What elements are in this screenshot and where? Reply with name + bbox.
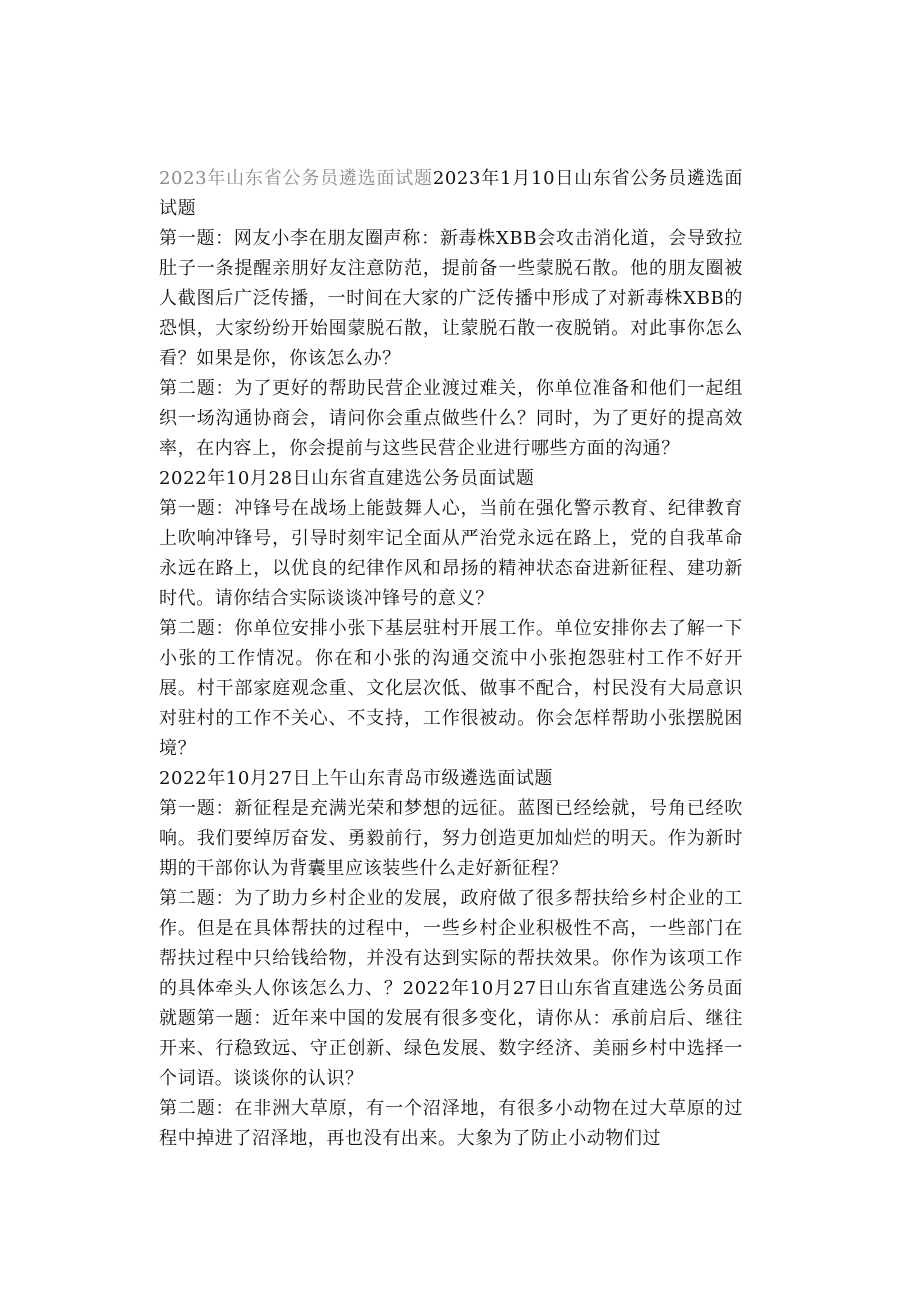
paragraph-4: 第二题：你单位安排小张下基层驻村开展工作。单位安排你去了解一下小张的工作情况。你在和小张的沟通交流中小张抱怨驻村工作不好开展。村干部家庭观念重、文化层次低、做事不配合，村民没有大局意识对驻村的工作不关心、不支持，工作很被动。你会怎样帮助小张摆脱困境？ bbox=[159, 618, 743, 759]
document-title-rest: 2023年1月10日山东省公务员遴选面试题 bbox=[159, 168, 743, 219]
paragraph-2: 第二题：为了更好的帮助民营企业渡过难关，你单位准备和他们一起组织一场沟通协商会，请问你会重点做些什么？同时，为了更好的提高效率，在内容上，你会提前与这些民营企业进行哪些方面的沟通？ bbox=[159, 378, 743, 459]
document-title-muted: 2023年山东省公务员遴选面试题 bbox=[159, 168, 433, 189]
paragraph-3: 第一题：冲锋号在战场上能鼓舞人心，当前在强化警示教育、纪律教育上吹响冲锋号，引导时刻牢记全面从严治党永远在路上，党的自我革命永远在路上，以优良的纪律作风和昂扬的精神状态奋进新征程、建功新时代。请你结合实际谈谈冲锋号的意义？ bbox=[159, 498, 743, 609]
document-body bbox=[159, 164, 743, 1154]
paragraph-5: 第一题：新征程是充满光荣和梦想的远征。蓝图已经绘就，号角已经吹响。我们要绰厉奋发、勇毅前行，努力创造更加灿烂的明天。作为新时期的干部你认为背囊里应该装些什么走好新征程？ bbox=[159, 798, 743, 879]
document-title bbox=[159, 164, 743, 224]
paragraph-6: 第二题：为了助力乡村企业的发展，政府做了很多帮扶给乡村企业的工作。但是在具体帮扶的过程中，一些乡村企业积极性不高，一些部门在帮扶过程中只给钱给物，并没有达到实际的帮扶效果。你作为该项工作的具体牵头人你该怎么力、？2022年10月27日山东省直建选公务员面就题第一题：近年来中国的发展有很多变化，请你从：承前启后、继往开来、行稳致远、守正创新、绿色发展、数字经济、美丽乡村中选择一个词语。谈谈你的认识？ bbox=[159, 888, 743, 1089]
section-heading-2022-10-28: 2022年10月28日山东省直建选公务员面试题 bbox=[159, 468, 535, 489]
paragraph-7: 第二题：在非洲大草原，有一个沼泽地，有很多小动物在过大草原的过程中掉进了沼泽地，再也没有出来。大象为了防止小动物们过 bbox=[159, 1098, 743, 1149]
paragraph-1: 第一题：网友小李在朋友圈声称：新毒株XBB会攻击消化道，会导致拉肚子一条提醒亲朋好友注意防范，提前备一些蒙脱石散。他的朋友圈被人截图后广泛传播，一时间在大家的广泛传播中形成了对新毒株XBB的恐惧，大家纷纷开始囤蒙脱石散，让蒙脱石散一夜脱销。对此事你怎么看？如果是你，你该怎么办？ bbox=[159, 228, 743, 369]
section-heading-2022-10-27-qingdao: 2022年10月27日上午山东青岛市级遴选面试题 bbox=[159, 768, 554, 789]
